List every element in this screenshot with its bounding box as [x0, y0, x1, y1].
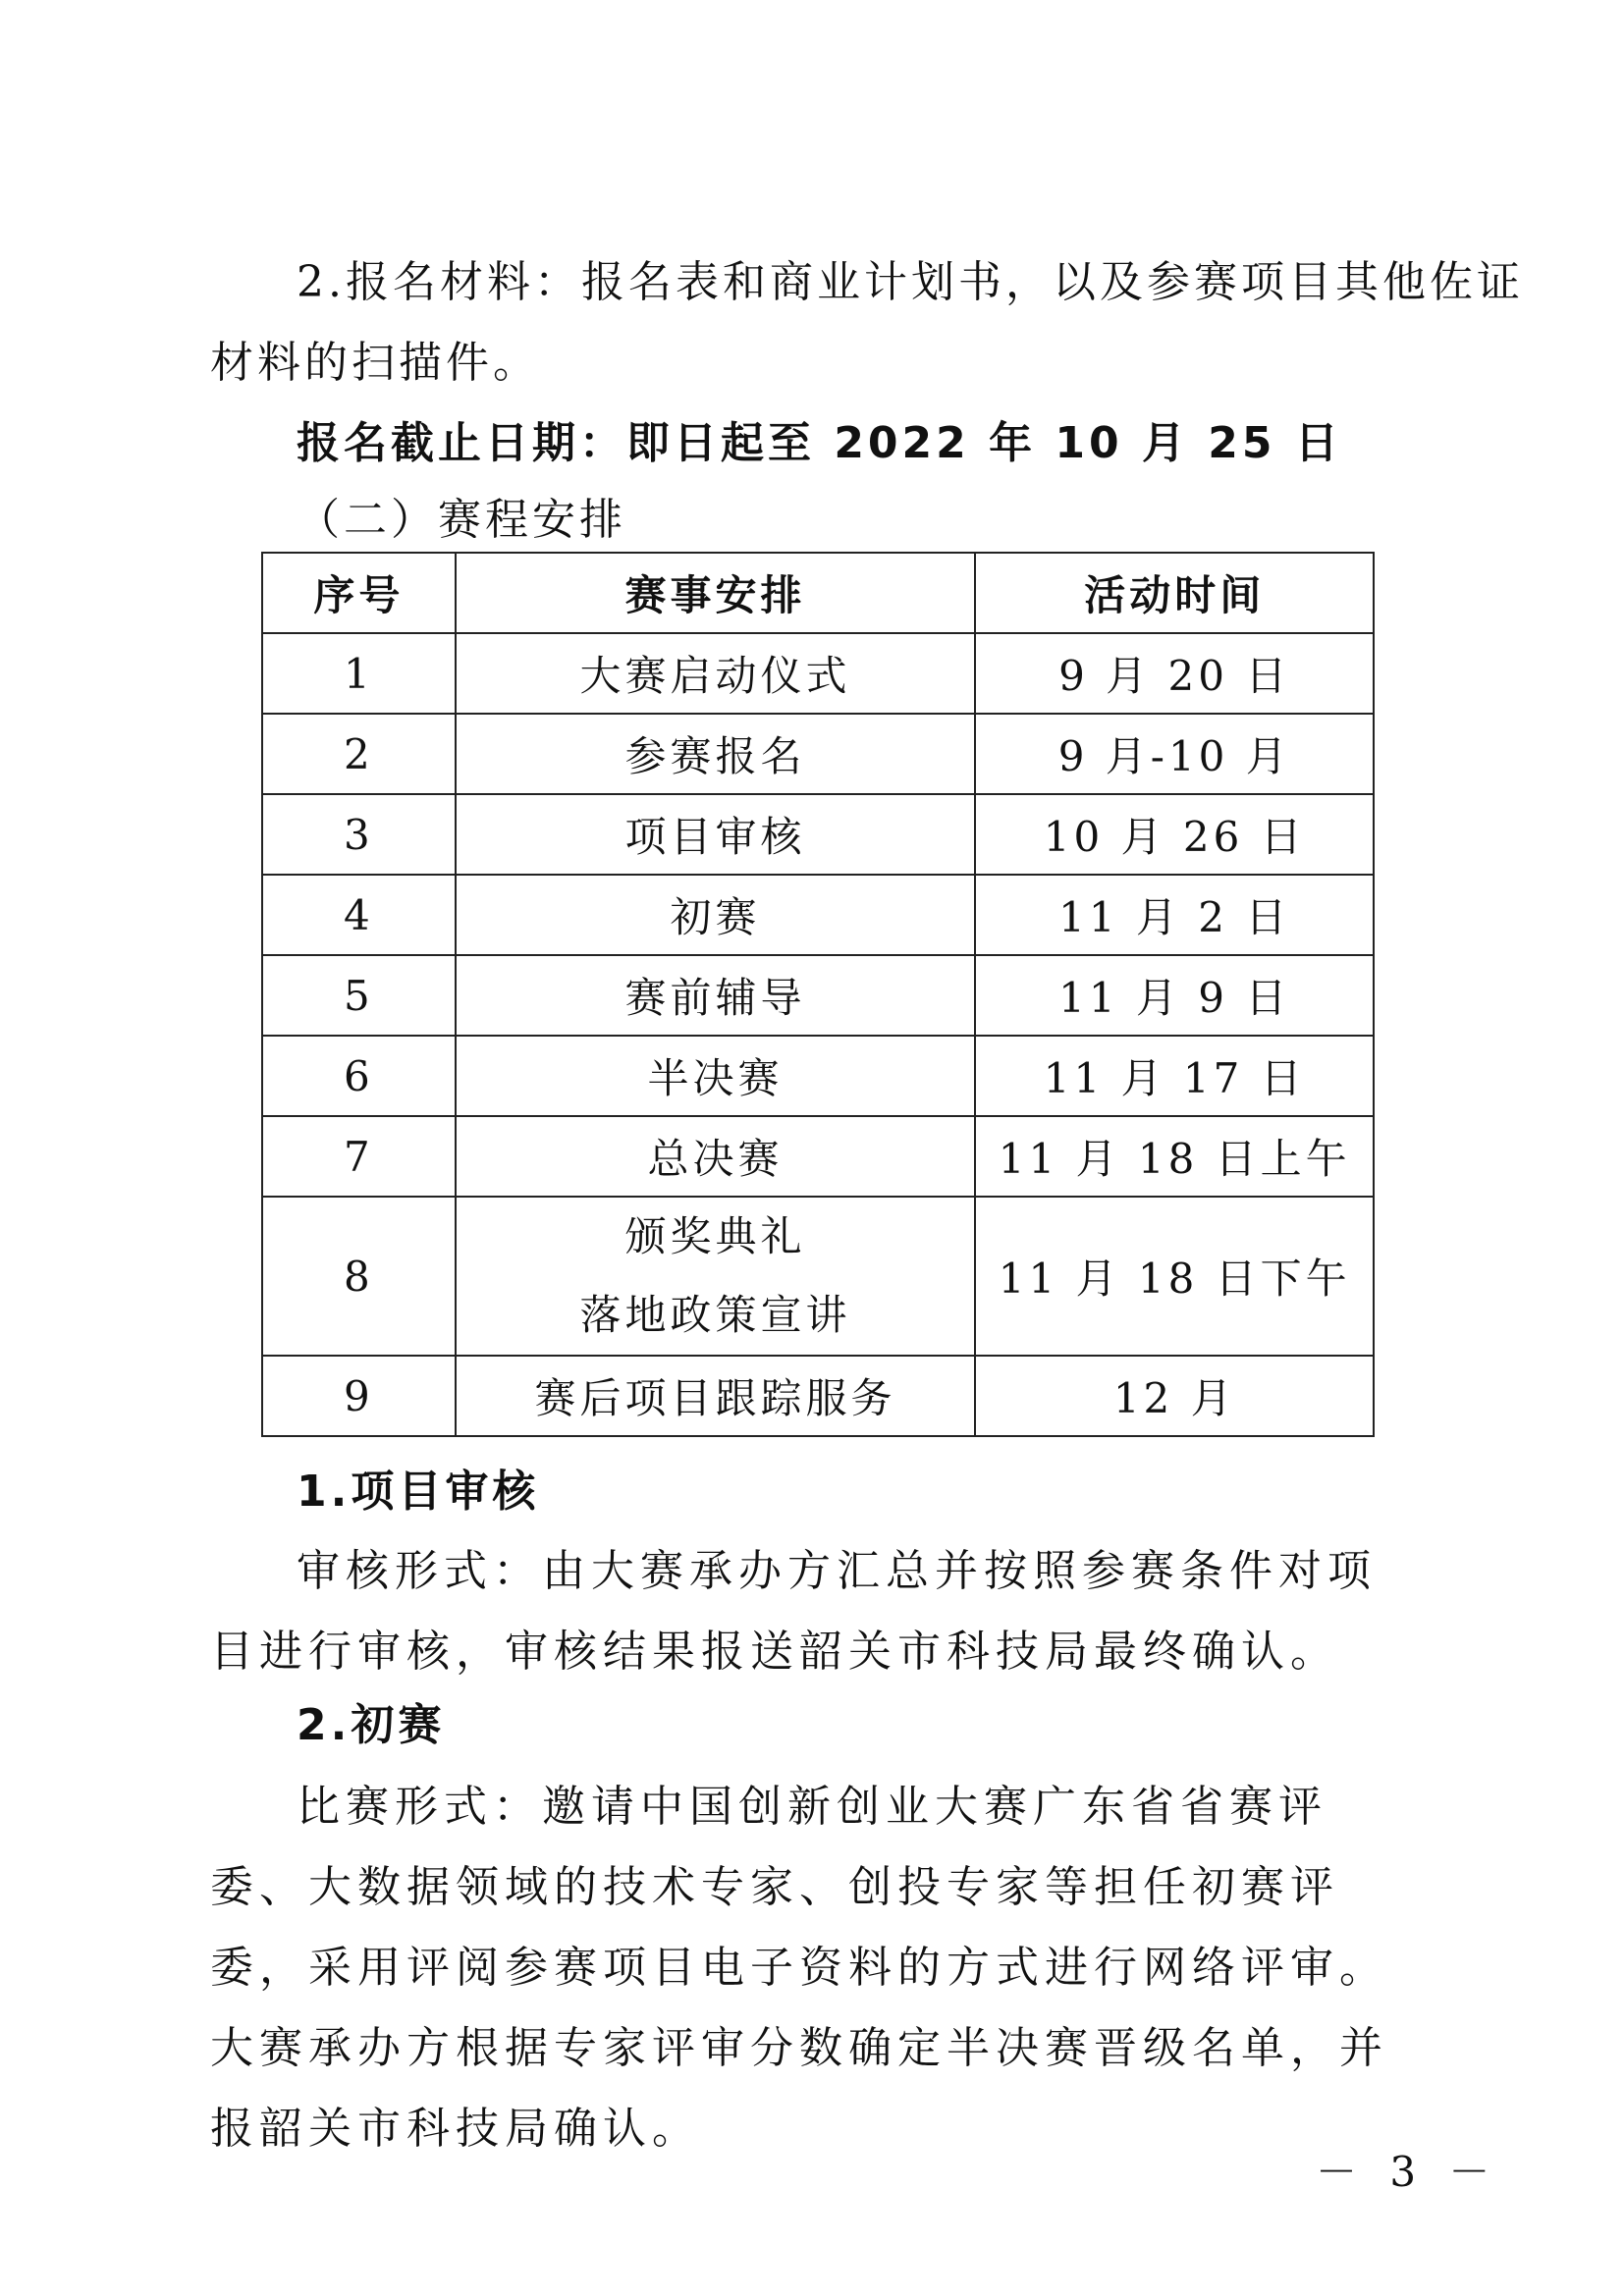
row-time: 12 月: [975, 1356, 1374, 1436]
materials-line-1: 2.报名材料：报名表和商业计划书，以及参赛项目其他佐证: [297, 257, 1524, 307]
table-row: [262, 1116, 1374, 1197]
row-no: 9: [262, 1356, 456, 1436]
table-row: [262, 1197, 1374, 1356]
page-number: － 3 －: [1316, 2148, 1500, 2196]
row-time: 11 月 17 日: [975, 1036, 1374, 1116]
header-time: 活动时间: [975, 553, 1374, 633]
review-paragraph: 审核形式：由大赛承办方汇总并按照参赛条件对项目进行审核，审核结果报送韶关市科技局最终确认。: [210, 1546, 1377, 1677]
row-time: 11 月 2 日: [975, 875, 1374, 955]
row-time: 9 月 20 日: [975, 633, 1374, 714]
row-event: 半决赛: [456, 1036, 976, 1116]
row-time: 9 月-10 月: [975, 714, 1374, 794]
row-no: 2: [262, 714, 456, 794]
table-row: [262, 1036, 1374, 1116]
row-event-line-2: 落地政策宣讲: [579, 1291, 851, 1339]
row-time: 10 月 26 日: [975, 794, 1374, 875]
table-row: [262, 875, 1374, 955]
row-event: 大赛启动仪式: [456, 633, 976, 714]
header-no: 序号: [262, 553, 456, 633]
table-row: [262, 633, 1374, 714]
table-row: [262, 714, 1374, 794]
row-event: 赛前辅导: [456, 955, 976, 1036]
schedule-table: [261, 552, 1375, 1437]
row-event: 项目审核: [456, 794, 976, 875]
row-event: 总决赛: [456, 1116, 976, 1197]
row-event-line-1: 颁奖典礼: [624, 1212, 806, 1260]
section-title-schedule: （二）赛程安排: [297, 495, 626, 545]
row-no: 7: [262, 1116, 456, 1197]
deadline-line: 报名截止日期：即日起至 2022 年 10 月 25 日: [297, 418, 1342, 468]
row-no: 1: [262, 633, 456, 714]
row-event: 赛后项目跟踪服务: [456, 1356, 976, 1436]
preliminary-paragraph: 比赛形式：邀请中国创新创业大赛广东省省赛评委、大数据领域的技术专家、创投专家等担任初赛评委，采用评阅参赛项目电子资料的方式进行网络评审。大赛承办方根据专家评审分数确定半决赛晋级名单，并报韶关市科技局确认。: [210, 1782, 1388, 2154]
table-row: [262, 955, 1374, 1036]
row-time: 11 月 18 日上午: [975, 1116, 1374, 1197]
row-event: [456, 1197, 976, 1356]
row-no: 3: [262, 794, 456, 875]
row-time: 11 月 9 日: [975, 955, 1374, 1036]
materials-line-2: 材料的扫描件。: [210, 338, 540, 388]
subsection-title-preliminary: 2.初赛: [297, 1700, 446, 1750]
row-no: 4: [262, 875, 456, 955]
subsection-title-review: 1.项目审核: [297, 1467, 540, 1517]
row-no: 5: [262, 955, 456, 1036]
row-event: 参赛报名: [456, 714, 976, 794]
row-no: 8: [262, 1197, 456, 1356]
row-time: 11 月 18 日下午: [975, 1197, 1374, 1356]
header-event: 赛事安排: [456, 553, 976, 633]
row-event: 初赛: [456, 875, 976, 955]
table-header-row: [262, 553, 1374, 633]
row-no: 6: [262, 1036, 456, 1116]
table-row: [262, 794, 1374, 875]
table-row: [262, 1356, 1374, 1436]
